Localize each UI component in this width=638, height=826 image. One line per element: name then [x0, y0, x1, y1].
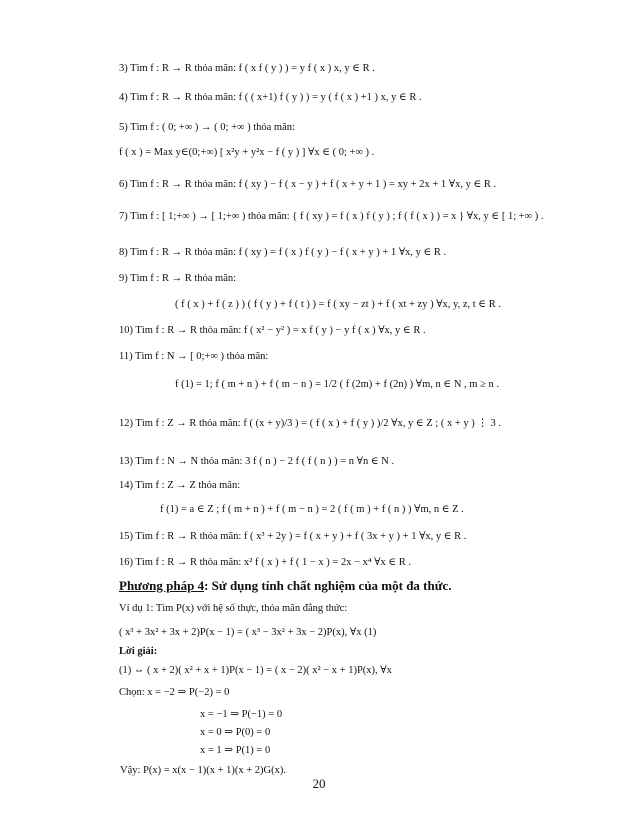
exercise-4: 4) Tìm f : R → R thỏa mãn: f ( ( x+1) f ( y ) ) = y ( f ( x ) +1 ) x, y ∈ R .	[119, 92, 422, 103]
example-1-equation: ( x³ + 3x² + 3x + 2)P(x − 1) = ( x³ − 3x² + 3x − 2)P(x), ∀x (1)	[119, 627, 377, 638]
exercise-11-formula: f (1) = 1; f ( m + n ) + f ( m − n ) = 1/2 ( f (2m) + f (2n) ) ∀m, n ∈ N , m ≥ n .	[175, 379, 499, 390]
exercise-3: 3) Tìm f : R → R thỏa mãn: f ( x f ( y ) ) = y f ( x ) x, y ∈ R .	[119, 63, 375, 74]
solution-choose-1: Chọn: x = −2 ⇒ P(−2) = 0	[119, 687, 230, 698]
exercise-5-formula: f ( x ) = Max y∈(0;+∞) [ x²y + y²x − f ( y ) ] ∀x ∈ ( 0; +∞ ) .	[119, 147, 375, 158]
exercise-14: 14) Tìm f : Z → Z thỏa mãn:	[119, 480, 241, 491]
exercise-9-formula: ( f ( x ) + f ( z ) ) ( f ( y ) + f ( t ) ) = f ( xy − zt ) + f ( xt + zy ) ∀x, y, z, t ∈ R .	[175, 299, 501, 310]
exercise-5: 5) Tìm f : ( 0; +∞ ) → ( 0; +∞ ) thỏa mãn:	[119, 122, 295, 133]
solution-choose-4: x = 1 ⇒ P(1) = 0	[200, 745, 271, 756]
exercise-6: 6) Tìm f : R → R thỏa mãn: f ( xy ) − f ( x − y ) + f ( x + y + 1 ) = xy + 2x + 1 ∀x, y ∈ R .	[119, 179, 497, 190]
section-heading-title: Phương pháp 4	[119, 578, 205, 593]
solution-label: Lời giải:	[119, 646, 158, 657]
section-heading-subtitle: : Sử dụng tính chất nghiệm của một đa thức.	[204, 578, 452, 593]
section-heading	[119, 579, 598, 593]
exercise-12: 12) Tìm f : Z → R thỏa mãn: f ( (x + y)/3 ) = ( f ( x ) + f ( y ) )/2 ∀x, y ∈ Z ; ( x + y ) ⋮ 3 .	[119, 418, 501, 429]
example-1-statement: Ví dụ 1: Tìm P(x) với hệ số thực, thỏa mãn đẳng thức:	[119, 603, 348, 614]
page-number: 20	[312, 776, 326, 791]
exercise-16: 16) Tìm f : R → R thỏa mãn: x² f ( x ) + f ( 1 − x ) = 2x − x⁴ ∀x ∈ R .	[119, 557, 412, 568]
solution-equivalence: (1) ⇔ ( x + 2)( x² + x + 1)P(x − 1) = ( x − 2)( x² − x + 1)P(x), ∀x	[119, 665, 392, 676]
exercise-9: 9) Tìm f : R → R thỏa mãn:	[119, 273, 237, 284]
solution-choose-3: x = 0 ⇒ P(0) = 0	[200, 727, 271, 738]
exercise-7: 7) Tìm f : [ 1;+∞ ) → [ 1;+∞ ) thỏa mãn: { f ( xy ) = f ( x ) f ( y ) ; f ( f ( x ) ) = x } ∀x, y ∈ [ 1; +∞ ) .	[119, 211, 544, 222]
solution-choose-2: x = −1 ⇒ P(−1) = 0	[200, 709, 283, 720]
exercise-15: 15) Tìm f : R → R thỏa mãn: f ( x³ + 2y ) = f ( x + y ) + f ( 3x + y ) + 1 ∀x, y ∈ R .	[119, 531, 467, 542]
exercise-10: 10) Tìm f : R → R thỏa mãn: f ( x² − y² ) = x f ( y ) − y f ( x ) ∀x, y ∈ R .	[119, 325, 426, 336]
exercise-11: 11) Tìm f : N → [ 0;+∞ ) thỏa mãn:	[119, 351, 269, 362]
exercise-8: 8) Tìm f : R → R thỏa mãn: f ( xy ) = f ( x ) f ( y ) − f ( x + y ) + 1 ∀x, y ∈ R .	[119, 247, 447, 258]
exercise-13: 13) Tìm f : N → N thỏa mãn: 3 f ( n ) − 2 f ( f ( n ) ) = n ∀n ∈ N .	[119, 456, 395, 467]
exercise-14-formula: f (1) = a ∈ Z ; f ( m + n ) + f ( m − n ) = 2 ( f ( m ) + f ( n ) ) ∀m, n ∈ Z .	[160, 504, 464, 515]
solution-conclusion: Vậy: P(x) = x(x − 1)(x + 1)(x + 2)G(x).	[120, 765, 286, 776]
